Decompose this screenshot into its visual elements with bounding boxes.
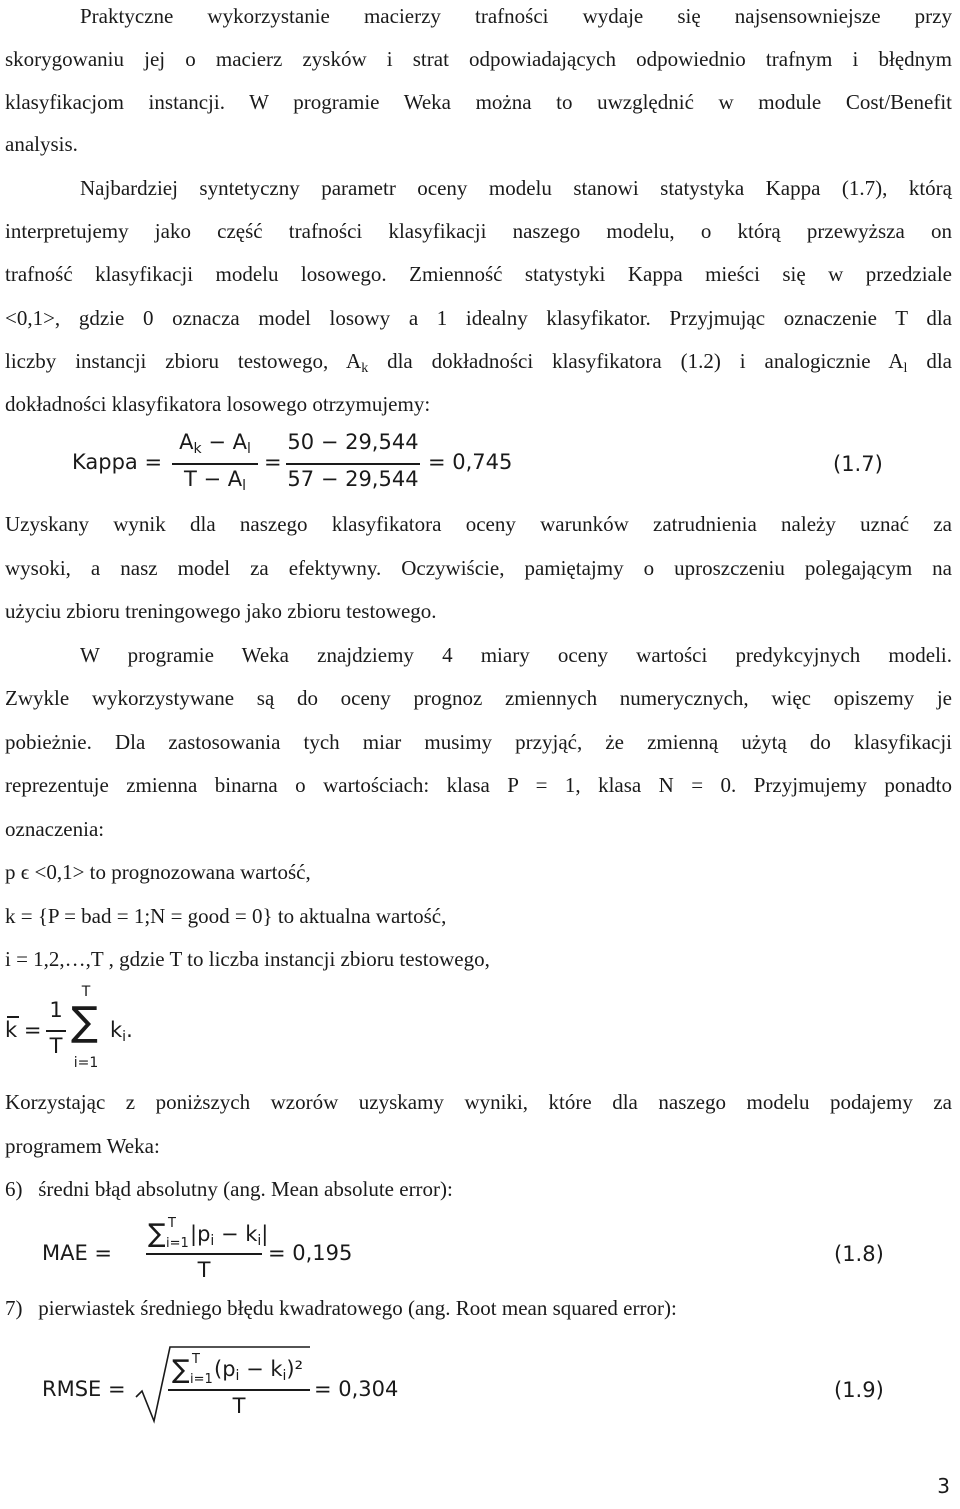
kbar-T: T <box>49 1034 63 1058</box>
kappa-fraction-line-2 <box>286 463 420 465</box>
p3-line-3: użyciu zbioru treningowego jako zbioru testowego. <box>5 599 437 623</box>
def-p: p ϵ <0,1> to prognozowana wartość, <box>5 860 311 884</box>
mae-sum-top: T <box>168 1216 176 1231</box>
mae-fraction-line <box>146 1253 262 1255</box>
p5-line-2: programem Weka: <box>5 1134 160 1158</box>
p2-line-2: interpretujemy jako część trafności klasyfikacji naszego modelu, o którą przewyższa on <box>5 219 952 243</box>
rmse-eq-number: (1.9) <box>834 1378 884 1402</box>
item-7-rmse: 7) pierwiastek średniego błędu kwadratowego (ang. Root mean squared error): <box>5 1296 677 1320</box>
def-k: k = {P = bad = 1;N = good = 0} to aktualna wartość, <box>5 904 447 928</box>
p4-line-4: reprezentuje zmienna binarna o wartościach: klasa P = 1, klasa N = 0. Przyjmujemy ponadto <box>5 773 952 797</box>
p1-line-4: analysis. <box>5 132 78 156</box>
mae-num: $|p_i - k_i|$ <box>190 1222 269 1249</box>
page-number: 3 <box>937 1474 950 1498</box>
kappa-eq2: = <box>264 450 282 474</box>
rmse-sum-icon: ∑ <box>172 1355 190 1385</box>
kappa-lhs: Kappa = <box>72 450 163 474</box>
mae-sum-bottom: i=1 <box>166 1236 189 1251</box>
mae-den: T <box>197 1258 211 1282</box>
kbar-sum-icon: ∑ <box>71 999 98 1045</box>
mae-result: = 0,195 <box>268 1241 353 1265</box>
kbar-sum-top: T <box>81 984 91 1000</box>
p5-line-1: Korzystając z poniższych wzorów uzyskamy wyniki, które dla naszego modelu podajemy za <box>5 1090 952 1114</box>
mae-sum-icon: ∑ <box>148 1219 166 1249</box>
p2-line-3: trafność klasyfikacji modelu losowego. Zmienność statystyki Kappa mieści się w przedziale <box>5 262 952 286</box>
rmse-sum-bottom: i=1 <box>190 1372 213 1387</box>
kbar-fraction-line <box>46 1030 66 1032</box>
p2-line-1: Najbardziej syntetyczny parametr oceny modelu stanowi statystyka Kappa (1.7), którą <box>80 176 952 200</box>
p2-line-4: <0,1>, gdzie 0 oznacza model losowy a 1 idealny klasyfikator. Przyjmując oznaczenie T dla <box>5 306 952 330</box>
rmse-lhs: RMSE = <box>42 1377 126 1401</box>
kappa-result: = 0,745 <box>428 450 513 474</box>
kappa-fraction-line-1 <box>172 463 258 465</box>
kbar-one: 1 <box>49 998 63 1022</box>
p3-line-2: wysoki, a nasz model za efektywny. Oczywiście, pamiętajmy o uproszczeniu polegającym na <box>5 556 952 580</box>
kappa-num1: $A_k - A_l$ <box>179 430 251 457</box>
rmse-den: T <box>232 1394 246 1418</box>
mae-lhs: MAE = <box>42 1241 113 1265</box>
rmse-fraction-line <box>168 1389 310 1391</box>
def-i: i = 1,2,…,T , gdzie T to liczba instancji zbioru testowego, <box>5 947 490 971</box>
p4-line-1: W programie Weka znajdziemy 4 miary oceny wartości predykcyjnych modeli. <box>80 643 952 667</box>
kbar-sum-bottom: i=1 <box>73 1055 99 1071</box>
p4-line-2: Zwykle wykorzystywane są do oceny prognoz zmiennych numerycznych, więc opiszemy je <box>5 686 952 710</box>
p4-line-3: pobieżnie. Dla zastosowania tych miar musimy przyjąć, że zmienną użytą do klasyfikacji <box>5 730 952 754</box>
kappa-den2: 57 − 29,544 <box>287 467 419 491</box>
kbar-term: $k_i$. <box>110 1018 133 1045</box>
rmse-num: $(p_i - k_i)^2$ <box>214 1357 304 1384</box>
kbar-lhs: k = <box>5 1018 42 1042</box>
p1-line-3: klasyfikacjom instancji. W programie Weka można to uwzględnić w module Cost/Benefit <box>5 90 952 114</box>
kappa-eq-number: (1.7) <box>833 452 883 476</box>
p4-line-5: oznaczenia: <box>5 817 105 841</box>
p1-line-2: skorygowaniu jej o macierz zysków i strat odpowiadających odpowiednio trafnym i błędnym <box>5 47 952 71</box>
p1-line-1: Praktyczne wykorzystanie macierzy trafności wydaje się najsensowniejsze przy <box>80 4 952 28</box>
kappa-den1: $T - A_l$ <box>183 467 247 494</box>
item-6-mae: 6) średni błąd absolutny (ang. Mean absolute error): <box>5 1177 453 1201</box>
mae-eq-number: (1.8) <box>834 1242 884 1266</box>
p2-line-5: liczby instancji zbioru testowego, $A_k$ dla dokładności klasyfikatora (1.2) i analogicznie $A_l$ dla <box>5 349 953 376</box>
p3-line-1: Uzyskany wynik dla naszego klasyfikatora oceny warunków zatrudnienia należy uznać za <box>5 512 952 536</box>
rmse-result: = 0,304 <box>314 1377 399 1401</box>
rmse-sum-top: T <box>192 1352 200 1367</box>
kappa-num2: 50 − 29,544 <box>287 430 419 454</box>
p2-line-6: dokładności klasyfikatora losowego otrzymujemy: <box>5 392 431 416</box>
